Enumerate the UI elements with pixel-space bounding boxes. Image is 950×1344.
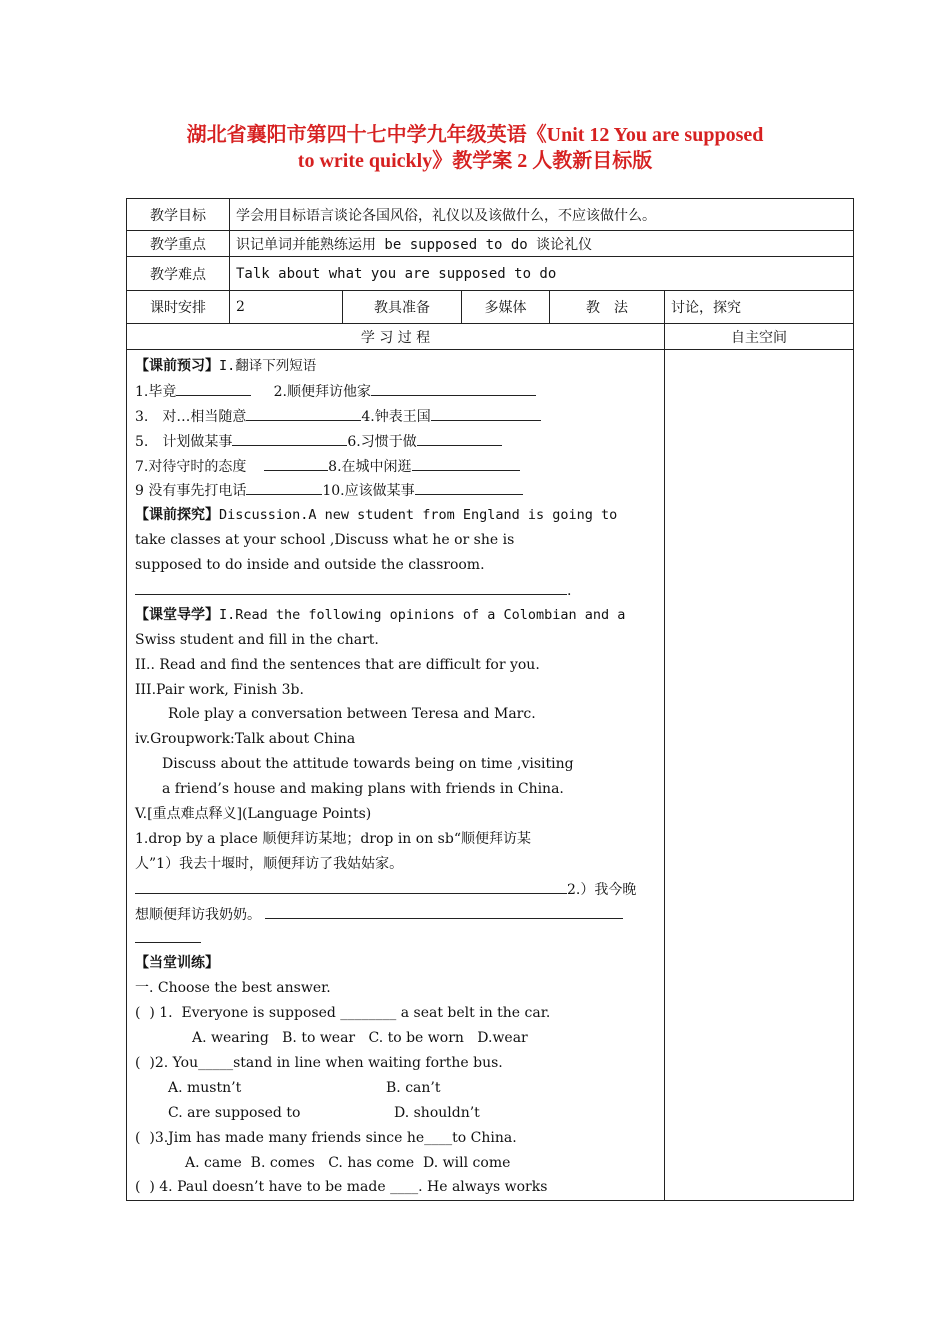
- answer-blank[interactable]: [415, 478, 523, 495]
- question-1-options: A. wearing B. to wear C. to be worn D.wear: [192, 1030, 528, 1047]
- preview-row-2: [135, 404, 656, 429]
- guide-line-9: V.[重点难点释义](Language Points): [135, 806, 372, 823]
- phrase-10: 10.应该做某事: [322, 483, 415, 500]
- hours-value: 2: [230, 291, 343, 324]
- answer-blank[interactable]: [417, 429, 502, 446]
- answer-blank[interactable]: [431, 404, 541, 421]
- self-study-space[interactable]: [665, 350, 854, 1201]
- guide-line-11: 人”1）我去十堰时，顺便拜访了我姑姑家。: [135, 855, 404, 872]
- row-key: [127, 231, 854, 257]
- guide-line-14: [135, 926, 656, 951]
- difficulty-value: Talk about what you are supposed to do: [230, 257, 854, 291]
- phrase-3: 3. 对…相当随意: [135, 408, 247, 425]
- document-title: [60, 122, 890, 174]
- question-2-row-2: [135, 1101, 656, 1126]
- difficulty-label: 教学难点: [127, 257, 230, 291]
- answer-blank[interactable]: [265, 902, 623, 919]
- explore-line-3: supposed to do inside and outside the classroom.: [135, 557, 485, 574]
- guide-line-7: Discuss about the attitude towards being on time ,visiting: [162, 756, 574, 773]
- preview-row-4: [135, 454, 656, 479]
- explore-text-1: Discussion.A new student from England is going to: [219, 507, 618, 524]
- question-2-row-1: [135, 1076, 656, 1101]
- guide-text-1: I.Read the following opinions of a Colombian and a: [219, 606, 626, 623]
- phrase-8: 8.在城中闲逛: [328, 458, 412, 475]
- process-content: [127, 350, 665, 1201]
- practice-heading: 【当堂训练】: [135, 955, 219, 972]
- guide-line-3: II.. Read and find the sentences that are difficult for you.: [135, 656, 540, 673]
- question-1: ( ) 1. Everyone is supposed ________ a seat belt in the car.: [135, 1005, 551, 1022]
- guide-line-4: III.Pair work, Finish 3b.: [135, 681, 304, 698]
- guide-line-2: Swiss student and fill in the chart.: [135, 631, 379, 648]
- answer-blank[interactable]: [135, 578, 567, 595]
- preview-heading-line: [135, 354, 656, 379]
- preview-row-1: [135, 379, 656, 404]
- answer-blank[interactable]: [264, 454, 328, 471]
- title-line-2: to write quickly》教学案 2 人教新目标版: [297, 150, 653, 172]
- goal-value: 学会用目标语言谈论各国风俗，礼仪以及该做什么，不应该做什么。: [230, 199, 854, 231]
- answer-blank[interactable]: [176, 379, 251, 396]
- answer-blank[interactable]: [246, 478, 322, 495]
- preview-intro: I.翻译下列短语: [219, 358, 317, 374]
- preview-heading: 【课前预习】: [135, 358, 219, 374]
- guide-text-12: 2.）我今晚: [567, 881, 637, 898]
- preview-row-5: [135, 478, 656, 503]
- hours-label: 课时安排: [127, 291, 230, 324]
- guide-line-5: Role play a conversation between Teresa and Marc.: [168, 706, 536, 723]
- answer-blank[interactable]: [232, 429, 347, 446]
- explore-heading: 【课前探究】: [135, 507, 219, 524]
- process-header: 学 习 过 程: [127, 324, 665, 350]
- practice-intro: 一. Choose the best answer.: [135, 980, 331, 997]
- question-2-option-a: A. mustn’t: [168, 1079, 242, 1096]
- tools-label: 教具准备: [343, 291, 462, 324]
- answer-blank[interactable]: [246, 404, 361, 421]
- phrase-2: 2.顺便拜访他家: [273, 383, 371, 400]
- question-2: ( )2. You_____stand in line when waiting forthe bus.: [135, 1054, 503, 1071]
- lesson-plan-table: [126, 198, 854, 1201]
- guide-line-6: iv.Groupwork:Talk about China: [135, 731, 356, 748]
- question-3-options: A. came B. comes C. has come D. will come: [185, 1154, 511, 1171]
- answer-blank[interactable]: [412, 454, 520, 471]
- goal-label: 教学目标: [127, 199, 230, 231]
- row-body: [127, 350, 854, 1201]
- question-2-option-b: B. can’t: [386, 1079, 441, 1096]
- guide-text-13: 想顺便拜访我奶奶。: [135, 906, 261, 923]
- phrase-6: 6.习惯于做: [347, 433, 417, 450]
- row-process-header: [127, 324, 854, 350]
- question-3: ( )3.Jim has made many friends since he____to China.: [135, 1129, 517, 1146]
- answer-blank[interactable]: [135, 926, 201, 943]
- explore-line-1: [135, 503, 656, 528]
- row-hours: [127, 291, 854, 324]
- row-difficulty: [127, 257, 854, 291]
- explore-answer-line: [135, 578, 656, 603]
- answer-blank[interactable]: [135, 877, 567, 894]
- phrase-9: 9 没有事先打电话: [135, 483, 247, 500]
- explore-line-2: take classes at your school ,Discuss what he or she is: [135, 532, 515, 549]
- answer-blank[interactable]: [371, 379, 536, 396]
- guide-line-8: a friend’s house and making plans with friends in China.: [162, 781, 564, 798]
- tools-value: 多媒体: [462, 291, 550, 324]
- title-line-1: 湖北省襄阳市第四十七中学九年级英语《Unit 12 You are supposed: [186, 124, 764, 146]
- method-value: 讨论，探究: [665, 291, 854, 324]
- guide-line-13: [135, 902, 656, 927]
- phrase-1: 1.毕竟: [135, 383, 177, 400]
- row-goal: [127, 199, 854, 231]
- guide-line-10: 1.drop by a place 顺便拜访某地；drop in on sb“顺便拜访某: [135, 830, 531, 847]
- question-2-option-c: C. are supposed to: [168, 1104, 301, 1121]
- key-label: 教学重点: [127, 231, 230, 257]
- guide-line-1: [135, 603, 656, 628]
- guide-line-12: [135, 877, 656, 902]
- key-value: 识记单词并能熟练运用 be supposed to do 谈论礼仪: [230, 231, 854, 257]
- practice-heading-line: [135, 951, 656, 976]
- question-4: ( ) 4. Paul doesn’t have to be made ____. He always works: [135, 1179, 548, 1196]
- phrase-7: 7.对待守时的态度: [135, 458, 247, 475]
- explore-end-mark: .: [567, 583, 572, 600]
- preview-row-3: [135, 429, 656, 454]
- phrase-5: 5. 计划做某事: [135, 433, 233, 450]
- space-header: 自主空间: [665, 324, 854, 350]
- guide-heading: 【课堂导学】: [135, 606, 219, 623]
- phrase-4: 4.钟表王国: [361, 408, 431, 425]
- question-2-option-d: D. shouldn’t: [394, 1104, 480, 1121]
- method-label: 教 法: [550, 291, 665, 324]
